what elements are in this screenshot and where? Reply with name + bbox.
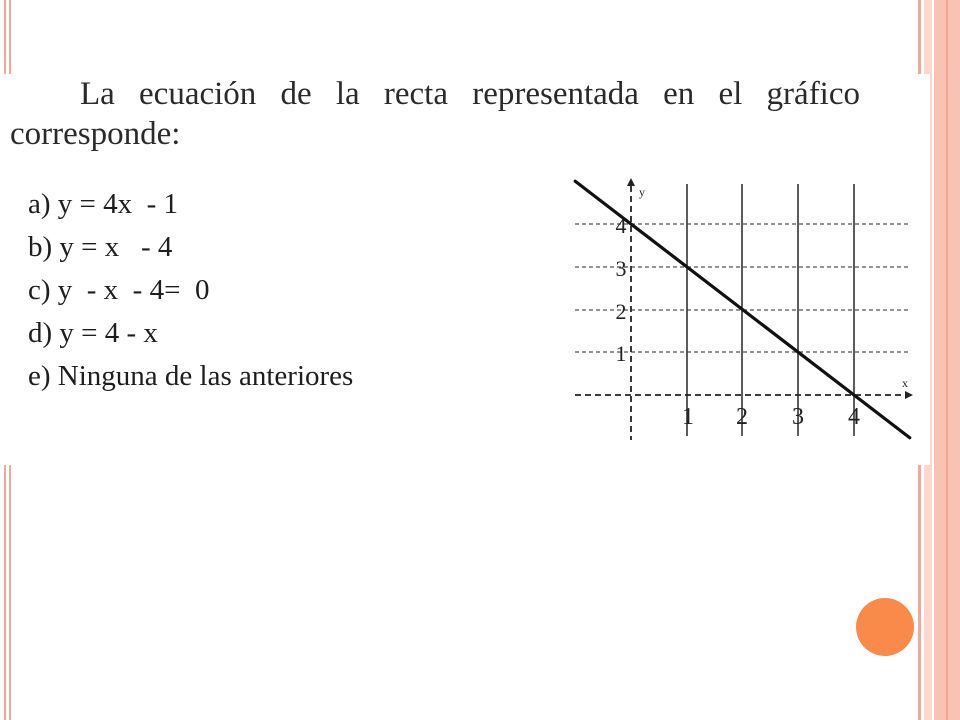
y-tick-label: 3 xyxy=(615,256,627,281)
option-e: e) Ninguna de las anteriores xyxy=(28,360,354,392)
y-tick-label: 4 xyxy=(615,213,627,238)
option-c: c) y - x - 4= 0 xyxy=(28,274,210,306)
option-d: d) y = 4 - x xyxy=(28,317,158,349)
y-axis-arrow xyxy=(627,178,635,186)
line-graph xyxy=(565,174,915,444)
answer-options xyxy=(28,183,353,398)
option-b: b) y = x - 4 xyxy=(28,231,173,263)
x-tick-label: 2 xyxy=(736,404,748,430)
y-tick-label: 2 xyxy=(615,299,627,324)
x-axis-label: x xyxy=(902,376,908,390)
right-border-line xyxy=(946,0,948,720)
x-axis-arrow xyxy=(905,391,913,399)
y-tick-label: 1 xyxy=(615,341,627,366)
question-text: La ecuación de la recta representada en el gráfico corresponde: xyxy=(10,76,860,152)
option-a: a) y = 4x - 1 xyxy=(28,188,179,220)
x-tick-label: 4 xyxy=(848,404,860,430)
slide-image xyxy=(0,74,930,465)
y-axis-label: y xyxy=(639,185,645,199)
x-tick-label: 3 xyxy=(792,404,804,430)
x-tick-label: 1 xyxy=(682,404,694,430)
orange-dot xyxy=(856,598,914,656)
